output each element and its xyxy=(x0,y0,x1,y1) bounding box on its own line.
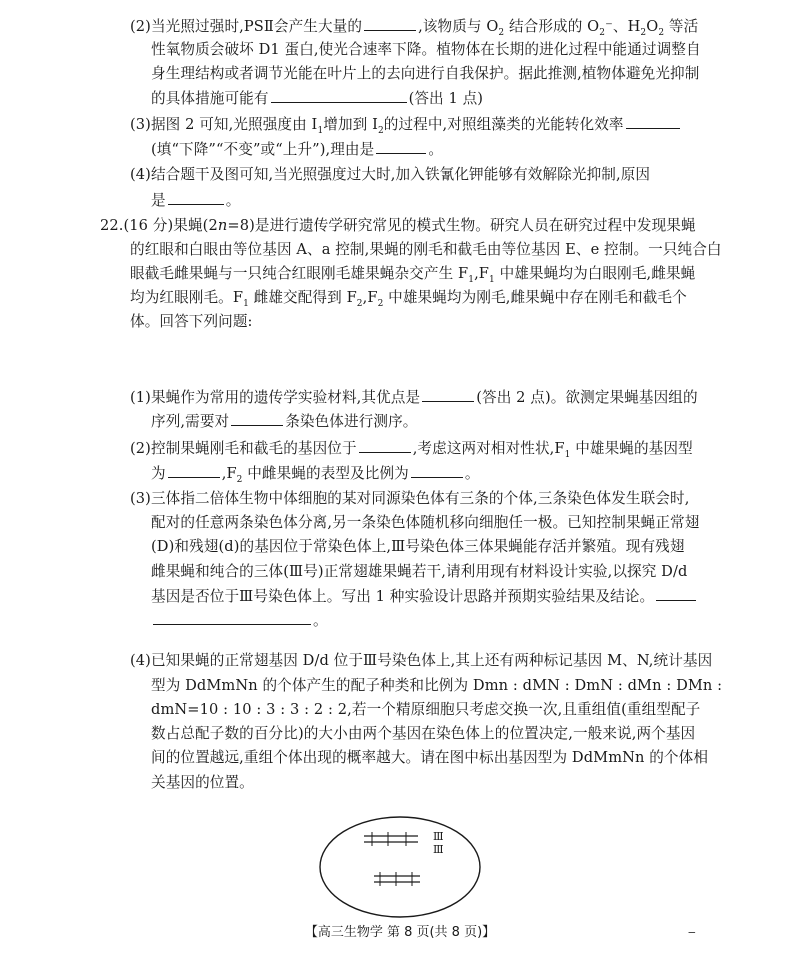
q22-p4-line3: dmN=10 : 10 : 3 : 3 : 2 : 2,若一个精原细胞只考虑交换一次,且重组值(重组型配子 xyxy=(151,701,701,718)
q22-p4-line5: 间的位置越远,重组个体出现的概率越大。请在图中标出基因型为 DdMmNn 的个体相 xyxy=(151,749,709,766)
q21-p2-line3: 身生理结构或者调节光能在叶片上的去向进行自我保护。据此推测,植物体避免光抑制 xyxy=(151,65,700,82)
q22-p4-line2: 型为 DdMmNn 的个体产生的配子种类和比例为 Dmn : dMN : DmN : dMn : DMn : xyxy=(151,677,723,694)
q22-p4-line6: 关基因的位置。 xyxy=(151,774,254,791)
chromosome-pair-other[interactable] xyxy=(374,872,420,886)
cell-chromosome-diagram xyxy=(316,812,486,922)
chromosome-pair-iii[interactable] xyxy=(364,832,418,846)
q22-stem-line5: 体。回答下列问题: xyxy=(130,313,253,330)
q21-p4-line1: (4)结合题干及图可知,当光照强度过大时,加入铁氰化钾能够有效解除光抑制,原因 xyxy=(130,166,651,183)
q22-p1-line2: 序列,需要对 条染色体进行测序。 xyxy=(151,410,417,433)
q21-p2-line1: (2)当光照过强时,PSⅡ会产生大量的 ,该物质与 $O_2$ 结合形成的 $O_2^-$、$H_2O_2$ 等活 xyxy=(130,15,698,38)
answer-blank[interactable] xyxy=(153,609,311,625)
q22-p4-line1: (4)已知果蝇的正常翅基因 D/d 位于Ⅲ号染色体上,其上还有两种标记基因 M、N,统计基因 xyxy=(130,652,713,669)
q21-p4-line2: 是 。 xyxy=(151,189,240,212)
chromosome-label-lower: Ⅲ xyxy=(433,843,444,856)
q21-p3-line2: (填“下降”“不变”或“上升”),理由是 。 xyxy=(151,138,443,161)
answer-blank[interactable] xyxy=(168,462,220,478)
q21-p2-line2: 性氧物质会破坏 D1 蛋白,使光合速率下降。植物体在长期的进化过程中能通过调整自 xyxy=(151,41,701,58)
answer-blank[interactable] xyxy=(359,437,411,453)
answer-blank[interactable] xyxy=(364,15,416,31)
q22-p3-line6: 。 xyxy=(151,609,328,632)
q22-p3-line4: 雌果蝇和纯合的三体(Ⅲ号)正常翅雄果蝇若干,请利用现有材料设计实验,以探究 D/d xyxy=(151,563,688,580)
answer-blank[interactable] xyxy=(376,138,426,154)
corner-mark: ‒ xyxy=(688,925,696,939)
q22-p2-line2: 为 $,F_2$ 中雌果蝇的表型及比例为 。 xyxy=(151,462,480,485)
q22-p4-line4: 数占总配子数的百分比)的大小由两个基因在染色体上的位置决定,一般来说,两个基因 xyxy=(151,725,696,742)
q22-stem-line2: 的红眼和白眼由等位基因 A、a 控制,果蝇的刚毛和截毛由等位基因 E、e 控制。一只纯合白 xyxy=(130,241,722,258)
cell-outline xyxy=(320,817,480,917)
q21-p3-line1: (3)据图 2 可知,光照强度由 $I_1$增加到 $I_2$的过程中,对照组藻类的光能转化效率 xyxy=(130,113,682,136)
q22-p3-line1: (3)三体指二倍体生物中体细胞的某对同源染色体有三条的个体,三条染色体发生联会时, xyxy=(130,490,690,507)
q22-stem-line4: 均为红眼刚毛。$F_1$ 雌雄交配得到 $F_2,F_2$ 中雄果蝇均为刚毛,雌果蝇中存在刚毛和截毛个 xyxy=(130,289,687,309)
answer-blank[interactable] xyxy=(231,410,283,426)
q22-stem-line3: 眼截毛雌果蝇与一只纯合红眼刚毛雄果蝇杂交产生 $F_1,F_1$ 中雄果蝇均为白眼刚毛,雌果蝇 xyxy=(130,265,696,285)
q22-stem-line1: 22.(16 分)果蝇(2n=8)是进行遗传学研究常见的模式生物。研究人员在研究过程中发现果蝇 xyxy=(100,217,696,234)
answer-blank[interactable] xyxy=(271,87,407,103)
q22-p1-line1: (1)果蝇作为常用的遗传学实验材料,其优点是 (答出 2 点)。欲测定果蝇基因组的 xyxy=(130,386,698,409)
q21-p2-line4: 的具体措施可能有 (答出 1 点) xyxy=(151,87,483,110)
answer-blank[interactable] xyxy=(411,462,463,478)
answer-blank[interactable] xyxy=(168,189,224,205)
chromosome-label-upper: Ⅲ xyxy=(433,830,444,843)
q22-p2-line1: (2)控制果蝇刚毛和截毛的基因位于 ,考虑这两对相对性状$,F_1$ 中雄果蝇的基因型 xyxy=(130,437,693,460)
q22-p3-line2: 配对的任意两条染色体分离,另一条染色体随机移向细胞任一极。已知控制果蝇正常翅 xyxy=(151,514,700,531)
answer-blank[interactable] xyxy=(422,386,474,402)
q22-p3-line5: 基因是否位于Ⅲ号染色体上。写出 1 种实验设计思路并预期实验结果及结论。 xyxy=(151,585,698,608)
answer-blank[interactable] xyxy=(656,585,696,601)
answer-blank[interactable] xyxy=(626,113,680,129)
q22-p3-line3: (D)和残翅(d)的基因位于常染色体上,Ⅲ号染色体三体果蝇能存活并繁殖。现有残翅 xyxy=(151,538,685,555)
page-footer: 【高三生物学 第 8 页(共 8 页)】 xyxy=(304,925,496,940)
